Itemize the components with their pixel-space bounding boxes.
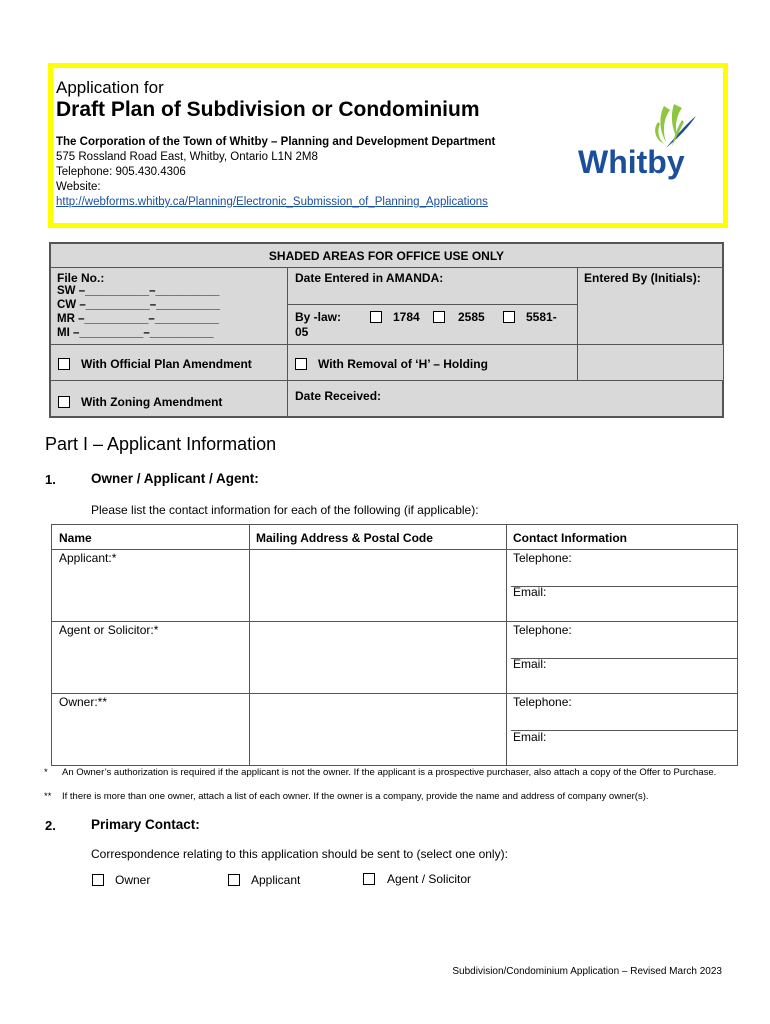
zoning-amendment-label: With Zoning Amendment xyxy=(81,395,223,409)
part1-title: Part I – Applicant Information xyxy=(45,434,277,454)
date-received-label: Date Received: xyxy=(295,389,382,403)
owner-email[interactable]: Email: xyxy=(513,730,547,744)
telephone: Telephone: 905.430.4306 xyxy=(56,166,186,178)
contact-agent-checkbox[interactable] xyxy=(363,873,375,885)
date-entered-label: Date Entered in AMANDA: xyxy=(295,271,444,285)
office-use-section xyxy=(49,242,724,418)
file-no-label: File No.: xyxy=(57,271,105,285)
bylaw-1784-label: 1784 xyxy=(393,310,420,324)
footnote2-mark: ** xyxy=(44,791,52,802)
footnote1-mark: * xyxy=(44,767,48,778)
op-amendment-checkbox[interactable] xyxy=(58,358,70,370)
op-amendment-label: With Official Plan Amendment xyxy=(81,357,252,371)
contact-owner-checkbox[interactable] xyxy=(92,874,104,886)
footnote1-text: An Owner’s authorization is required if the applicant is not the owner. If the applicant is a prospective purchaser, also attach a copy of the Offer to Purchase. xyxy=(62,767,717,778)
contact-agent-label: Agent / Solicitor xyxy=(387,872,472,886)
owner-telephone[interactable]: Telephone: xyxy=(513,695,572,709)
application-for-label: Application for xyxy=(56,78,164,97)
bylaw-label: By -law: xyxy=(295,310,342,324)
file-row-mi[interactable]: MI –__________–__________ xyxy=(57,327,214,339)
corporation-name: The Corporation of the Town of Whitby – Planning and Development Department xyxy=(56,136,496,148)
section2-number: 2. xyxy=(45,818,56,833)
contact-table xyxy=(51,524,738,766)
footnote2-text: If there is more than one owner, attach a list of each owner. If the owner is a company, provide the name and address of company owner(s). xyxy=(62,791,649,802)
bylaw-suffix: 05 xyxy=(295,325,309,339)
bylaw-2585-checkbox[interactable] xyxy=(433,311,445,323)
bylaw-5581-checkbox[interactable] xyxy=(503,311,515,323)
office-use-heading: SHADED AREAS FOR OFFICE USE ONLY xyxy=(268,249,505,263)
entered-by-label: Entered By (Initials): xyxy=(584,271,701,285)
holding-removal-label: With Removal of ‘H’ – Holding xyxy=(318,357,488,371)
col-contact: Contact Information xyxy=(513,531,627,545)
section1-intro: Please list the contact information for each of the following (if applicable): xyxy=(91,503,479,517)
row-agent-label: Agent or Solicitor:* xyxy=(59,623,159,637)
page-footer: Subdivision/Condominium Application – Revised March 2023 xyxy=(452,966,722,977)
page-title: Draft Plan of Subdivision or Condominium xyxy=(56,98,480,121)
whitby-logo xyxy=(578,96,698,192)
section1-number: 1. xyxy=(45,472,56,487)
contact-applicant-label: Applicant xyxy=(251,873,301,887)
holding-removal-checkbox[interactable] xyxy=(295,358,307,370)
row-applicant-label: Applicant:* xyxy=(59,551,117,565)
col-name: Name xyxy=(59,531,92,545)
file-row-cw[interactable]: CW –__________–__________ xyxy=(57,299,221,311)
contact-owner-label: Owner xyxy=(115,873,151,887)
section2-title: Primary Contact: xyxy=(91,817,200,832)
file-row-mr[interactable]: MR –__________–__________ xyxy=(57,313,219,325)
contact-applicant-checkbox[interactable] xyxy=(228,874,240,886)
address: 575 Rossland Road East, Whitby, Ontario L1N 2M8 xyxy=(56,151,318,163)
section2-intro: Correspondence relating to this application should be sent to (select one only): xyxy=(91,847,508,861)
file-row-sw[interactable]: SW –__________–__________ xyxy=(57,285,220,297)
row-owner-label: Owner:** xyxy=(59,695,108,709)
bylaw-5581-label: 5581- xyxy=(526,310,557,324)
applicant-email[interactable]: Email: xyxy=(513,585,547,599)
bylaw-1784-checkbox[interactable] xyxy=(370,311,382,323)
agent-email[interactable]: Email: xyxy=(513,657,547,671)
zoning-amendment-checkbox[interactable] xyxy=(58,396,70,408)
website-link[interactable]: http://webforms.whitby.ca/Planning/Electronic_Submission_of_Planning_Applications xyxy=(56,196,488,208)
bylaw-2585-label: 2585 xyxy=(458,310,485,324)
website-label: Website: xyxy=(56,181,101,193)
agent-telephone[interactable]: Telephone: xyxy=(513,623,572,637)
section1-title: Owner / Applicant / Agent: xyxy=(91,471,259,486)
col-address: Mailing Address & Postal Code xyxy=(256,531,433,545)
logo-text: Whitby xyxy=(578,144,685,180)
applicant-telephone[interactable]: Telephone: xyxy=(513,551,572,565)
